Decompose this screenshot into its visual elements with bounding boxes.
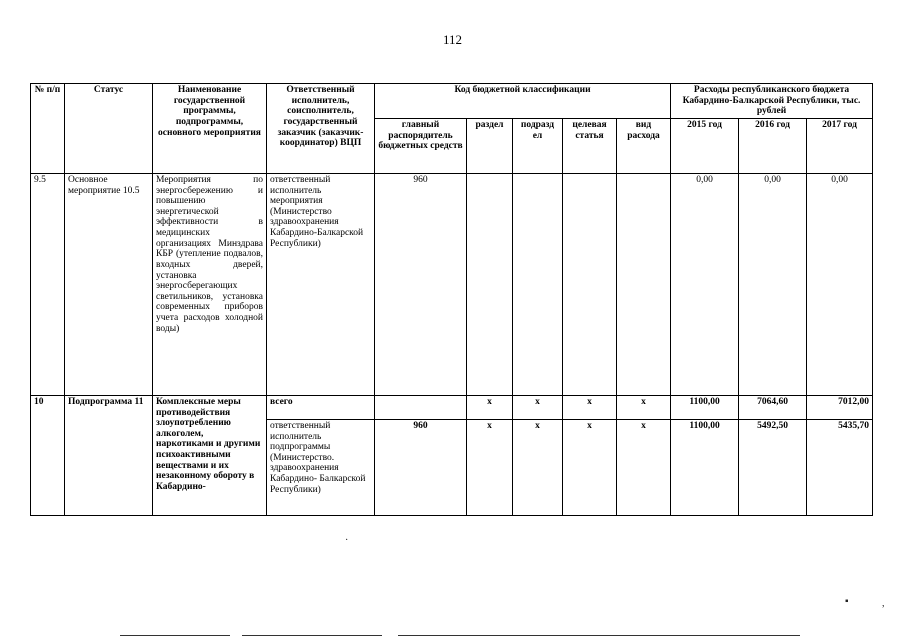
row-num: 9.5 (31, 173, 65, 395)
row-2017: 7012,00 (807, 395, 873, 419)
header-responsible: Ответственный исполнитель, соисполнитель, государственный заказчик (заказчик-координатор) ВЦП (267, 84, 375, 174)
row-razdel: х (467, 419, 513, 515)
scan-line (398, 635, 800, 636)
row-2016: 0,00 (739, 173, 807, 395)
page-number: 112 (442, 32, 463, 47)
header-kbk-statya: целевая статья (563, 118, 617, 173)
row-responsible: всего (267, 395, 375, 419)
scan-speck: ▪ (845, 596, 849, 607)
header-year-2017: 2017 год (807, 118, 873, 173)
row-2015: 1100,00 (671, 395, 739, 419)
row-podrazdel: х (513, 395, 563, 419)
row-podrazdel (513, 173, 563, 395)
row-2016: 5492,50 (739, 419, 807, 515)
row-status: Основное мероприятие 10.5 (65, 173, 153, 395)
row-statya: х (563, 395, 617, 419)
header-status: Статус (65, 84, 153, 174)
row-vid: х (617, 419, 671, 515)
table-row (31, 395, 873, 419)
row-vid (617, 173, 671, 395)
row-statya: х (563, 419, 617, 515)
row-responsible: ответственный исполнитель мероприятия (Министерство здравоохранения Кабардино-Балкарской Республики) (267, 173, 375, 395)
row-statya (563, 173, 617, 395)
header-row-1 (31, 84, 873, 119)
row-razdel: х (467, 395, 513, 419)
row-name: Мероприятия по энергосбережению и повышению энергетической эффективности в медицинских организациях Минздрава КБР (утепление подвалов, входных дверей, установка энергосберегающих светильников, установка современных приборов учета расходов холодной воды) (153, 173, 267, 395)
budget-table (30, 83, 873, 516)
header-kbk-vid: вид расхода (617, 118, 671, 173)
row-grbs (375, 395, 467, 419)
row-name: Комплексные меры противодействия злоупотреблению алкоголем, наркотиками и другими психоактивными веществами и их незаконному обороту в Кабардино- (153, 395, 267, 515)
header-year-2016: 2016 год (739, 118, 807, 173)
scan-speck: · (345, 535, 349, 546)
row-grbs: 960 (375, 173, 467, 395)
header-num: № п/п (31, 84, 65, 174)
scan-speck: , (882, 598, 885, 609)
row-responsible: ответственный исполнитель подпрограммы (Министерство. здравоохранения Кабардино- Балкарской Республики) (267, 419, 375, 515)
row-2017: 5435,70 (807, 419, 873, 515)
row-2016: 7064,60 (739, 395, 807, 419)
header-kbk: Код бюджетной классификации (375, 84, 671, 119)
header-expenses: Расходы республиканского бюджета Кабардино-Балкарской Республики, тыс. рублей (671, 84, 873, 119)
row-podrazdel: х (513, 419, 563, 515)
table-row (31, 173, 873, 395)
header-kbk-razdel: раздел (467, 118, 513, 173)
scan-line (120, 635, 230, 636)
header-kbk-grbs: главный распорядитель бюджетных средств (375, 118, 467, 173)
row-num: 10 (31, 395, 65, 515)
row-2015: 1100,00 (671, 419, 739, 515)
row-2017: 0,00 (807, 173, 873, 395)
row-razdel (467, 173, 513, 395)
header-year-2015: 2015 год (671, 118, 739, 173)
row-2015: 0,00 (671, 173, 739, 395)
header-name: Наименование государственной программы, подпрограммы, основного мероприятия (153, 84, 267, 174)
row-grbs: 960 (375, 419, 467, 515)
scan-line (242, 635, 382, 636)
row-vid: х (617, 395, 671, 419)
header-kbk-podrazdel: подразд ел (513, 118, 563, 173)
row-status: Подпрограмма 11 (65, 395, 153, 515)
